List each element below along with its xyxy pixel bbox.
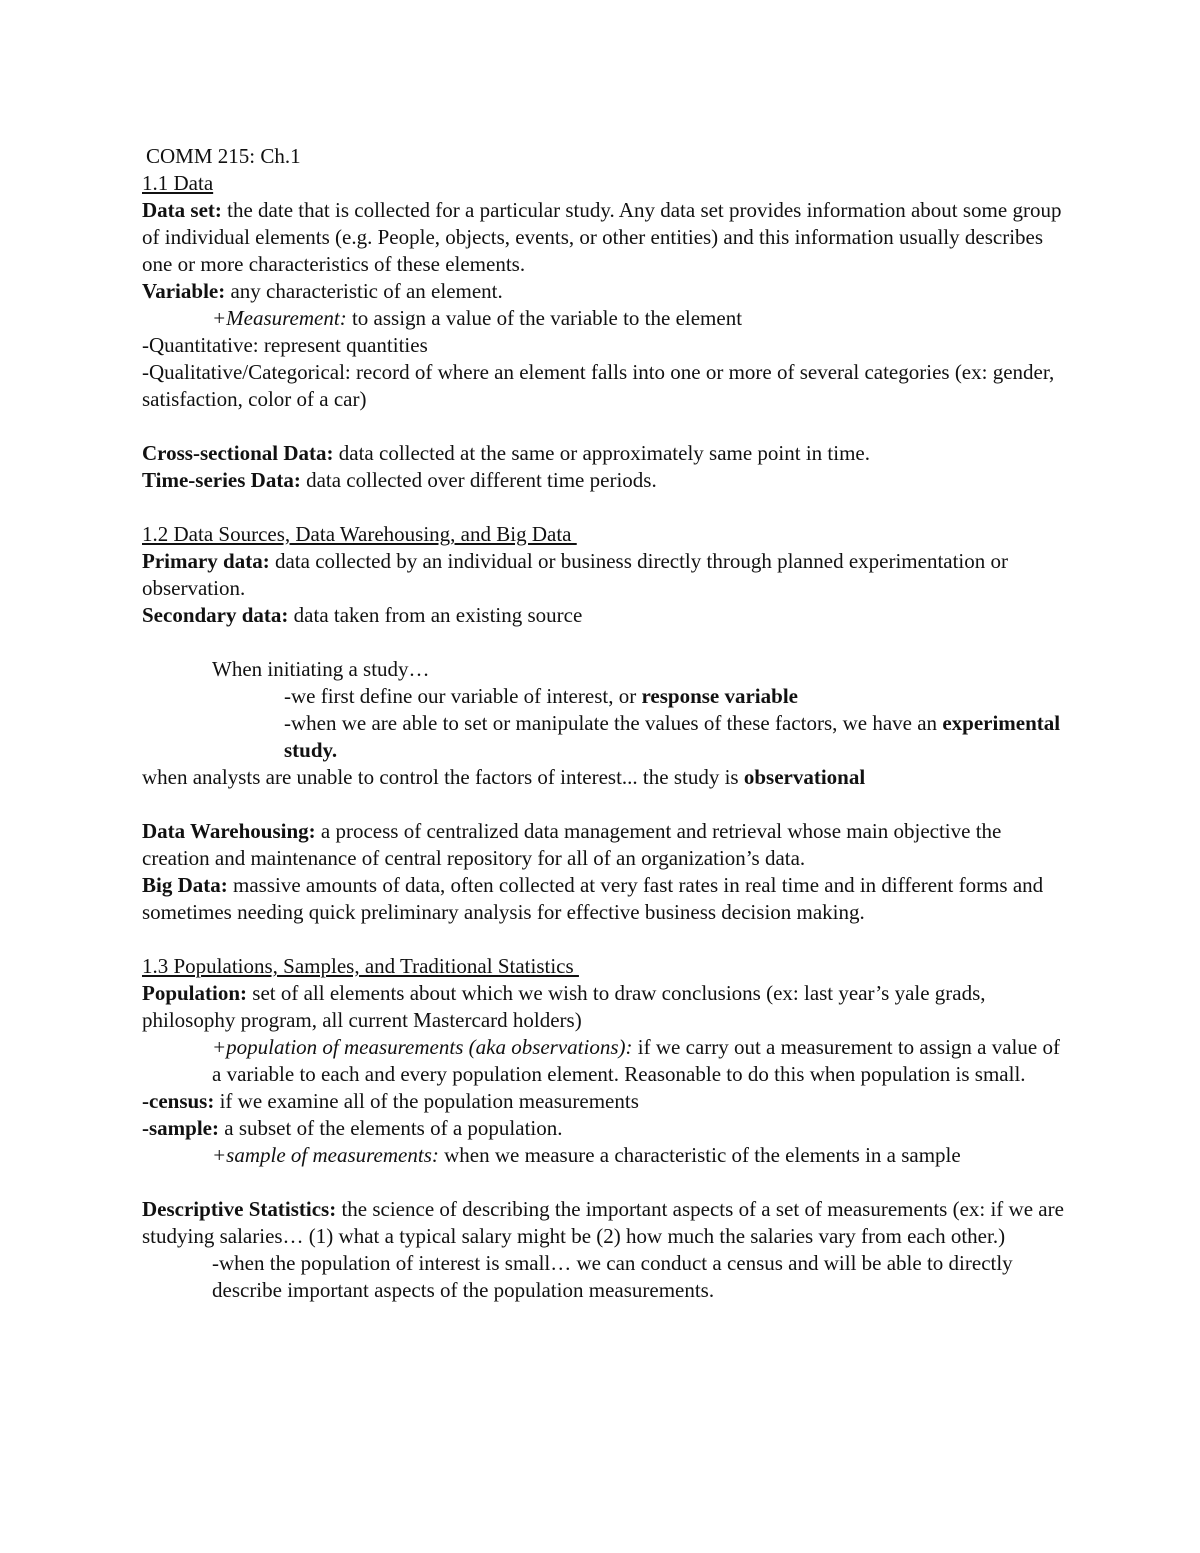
def-descriptive-statistics [142,1196,1072,1250]
def-population-of-measurements [142,1034,1072,1088]
def-primary-data [142,548,1072,602]
term-secondary-data: Secondary data: [142,603,289,627]
term-variable: Variable: [142,279,226,303]
term-time-series: Time-series Data: [142,468,301,492]
def-text: data collected at the same or approximately same point in time. [333,441,870,465]
def-secondary-data [142,602,1072,629]
initiating-study-line: When initiating a study… [212,657,430,681]
term-population: Population: [142,981,248,1005]
term-descriptive-statistics: Descriptive Statistics: [142,1197,337,1221]
def-text: to assign a value of the variable to the element [346,306,743,330]
def-time-series [142,467,1072,494]
def-census [142,1088,1072,1115]
def-cross-sectional [142,440,1072,467]
def-text: any characteristic of an element. [225,279,503,303]
def-text: massive amounts of data, often collected at very fast rates in real time and in different forms and sometimes needing quick preliminary analysis for effective business decision making. [142,873,1044,924]
line-text: -we first define our variable of interest, or [284,684,642,708]
def-text: set of all elements about which we wish to draw conclusions (ex: last year’s yale grads, philosophy program, all current Mastercard holders) [142,981,986,1032]
section-1-heading: 1.1 Data [142,171,214,195]
quantitative-line: -Quantitative: represent quantities [142,333,428,357]
def-text: if we examine all of the population measurements [214,1089,639,1113]
qualitative-line: -Qualitative/Categorical: record of where an element falls into one or more of several categories (ex: gender, satisfaction, color of a car) [142,360,1055,411]
def-sample [142,1115,1072,1142]
doc-title: COMM 215: Ch.1 [146,144,301,168]
term-cross-sectional: Cross-sectional Data: [142,441,334,465]
term-response-variable: response variable [641,684,798,708]
def-text: a subset of the elements of a population. [219,1116,563,1140]
term-observational: observational [743,765,866,789]
response-variable-line [142,683,1072,710]
term-census: -census: [142,1089,215,1113]
term-population-of-measurements: +population of measurements (aka observations): [212,1035,633,1059]
observational-line [142,764,1072,791]
def-sample-of-measurements [142,1142,1072,1169]
def-data-warehousing [142,818,1072,872]
def-data-set [142,197,1072,278]
experimental-study-line [142,710,1072,764]
def-text: data collected over different time periods. [300,468,657,492]
def-text: the date that is collected for a particular study. Any data set provides information about some group of individual elements (e.g. People, objects, events, or other entities) and this information usually describes one or more characteristics of these elements. [142,198,1062,276]
small-population-line: -when the population of interest is small… we can conduct a census and will be able to directly describe important aspects of the population measurements. [212,1251,1013,1302]
term-data-warehousing: Data Warehousing: [142,819,316,843]
term-sample-of-measurements: +sample of measurements: [212,1143,439,1167]
term-big-data: Big Data: [142,873,228,897]
def-text: a process of centralized data management and retrieval whose main objective the creation and maintenance of central repository for all of an organization’s data. [142,819,1002,870]
section-3-heading: 1.3 Populations, Samples, and Traditional Statistics [142,954,579,978]
term-primary-data: Primary data: [142,549,270,573]
def-text: if we carry out a measurement to assign a value of a variable to each and every population element. Reasonable to do this when population is small. [212,1035,1060,1086]
def-measurement [142,305,1072,332]
term-sample: -sample: [142,1116,219,1140]
def-text: when we measure a characteristic of the elements in a sample [438,1143,961,1167]
term-data-set: Data set: [142,198,222,222]
def-text: the science of describing the important aspects of a set of measurements (ex: if we are studying salaries… (1) what a typical salary might be (2) how much the salaries vary from each other.) [142,1197,1064,1248]
def-population [142,980,1072,1034]
def-text: data collected by an individual or business directly through planned experimentation or observation. [142,549,1009,600]
line-text: when analysts are unable to control the factors of interest... the study is [142,765,744,789]
def-text: data taken from an existing source [288,603,583,627]
def-big-data [142,872,1072,926]
term-experimental-study: experimental study. [284,711,1061,762]
def-variable [142,278,1072,305]
section-2-heading: 1.2 Data Sources, Data Warehousing, and Big Data [142,522,577,546]
line-text: -when we are able to set or manipulate the values of these factors, we have an [284,711,943,735]
document-page [142,143,1072,1304]
term-measurement: +Measurement: [212,306,347,330]
